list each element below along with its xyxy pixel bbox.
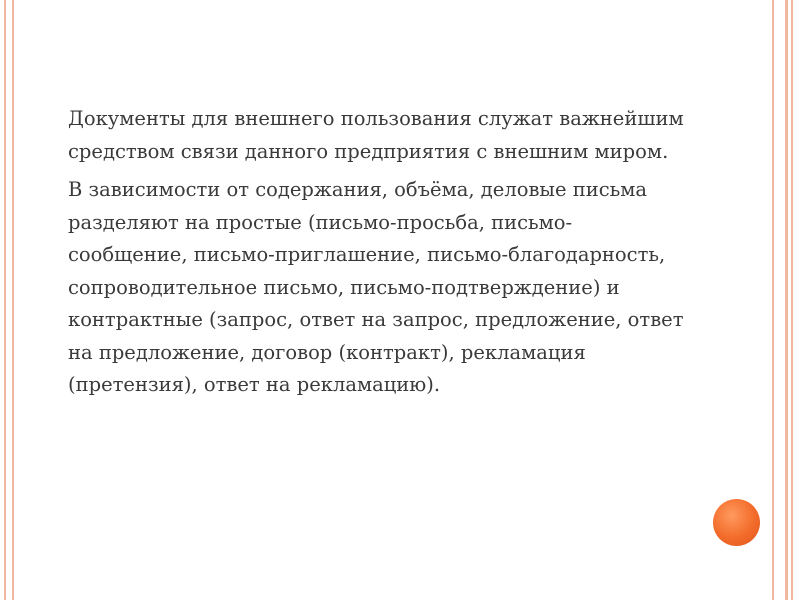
frame-line-left-inner (12, 0, 14, 600)
bullet-text: В зависимости от содержания, объёма, деловые письма разделяют на простые (письмо-просьба, письмо-сообщение, письмо-приглашение, письмо-благодарность, сопроводительное письмо, письмо-подтверждение) и контрактные (запрос, ответ на запрос, предложение, ответ на предложение, договор (контракт), рекламация (претензия), ответ на рекламацию). (68, 178, 684, 396)
bullet-text: Документы для внешнего пользования служат важнейшим средством связи данного предприятия с внешним миром. (68, 107, 684, 163)
frame-line-right-inner (772, 0, 774, 600)
bullet-item (38, 103, 688, 168)
frame-line-right-outer (785, 0, 788, 600)
frame-line-left-outer (4, 0, 6, 600)
bullet-item (38, 174, 688, 402)
orange-circle-icon (713, 499, 760, 546)
slide-body (38, 103, 688, 408)
frame-line-right-far (791, 0, 793, 600)
